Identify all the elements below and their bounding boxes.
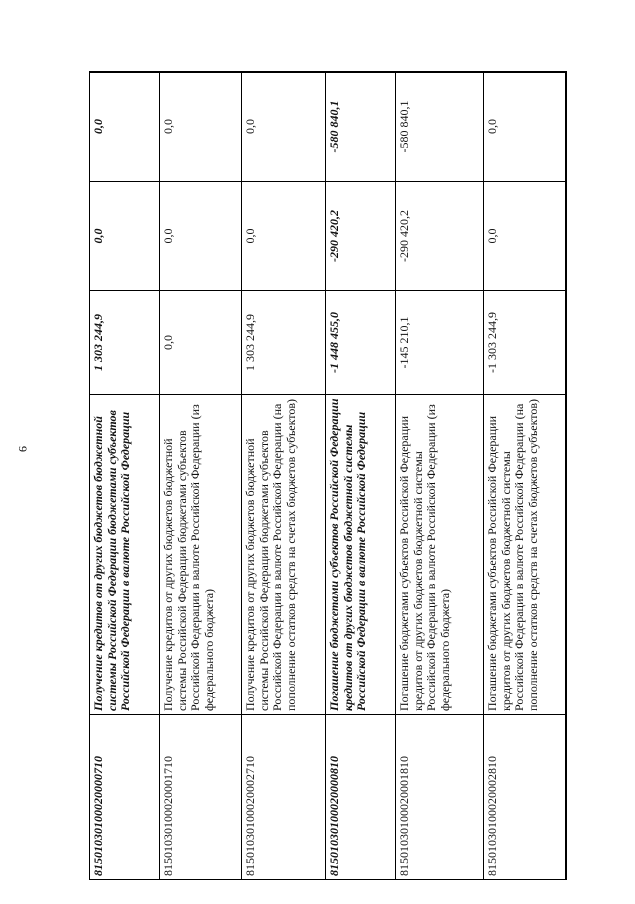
table-row [90, 72, 160, 880]
row-value-1: -1 303 244,9 [484, 291, 567, 395]
row-code: 81501030100020000810 [326, 715, 396, 880]
row-value-1: -145 210,1 [396, 291, 484, 395]
row-code: 81501030100020001810 [396, 715, 484, 880]
row-name: Погашение бюджетами субъектов Российской Федерации кредитов от других бюджетов бюджетной системы Российской Федерации в валюте Российской Федерации (из федерального бюджета) [396, 395, 484, 715]
table-row [242, 72, 326, 880]
row-code: 81501030100020001710 [160, 715, 242, 880]
row-value-3: 0,0 [90, 72, 160, 182]
table-row [326, 72, 396, 880]
table-row [396, 72, 484, 880]
row-name: Получение кредитов от других бюджетов бюджетной системы Российской Федерации бюджетами субъектов Российской Федерации в валюте Российской Федерации [90, 395, 160, 715]
row-value-1: 1 303 244,9 [242, 291, 326, 395]
row-value-3: 0,0 [160, 72, 242, 182]
row-value-2: 0,0 [90, 182, 160, 291]
table-row [160, 72, 242, 880]
row-value-2: -290 420,2 [326, 182, 396, 291]
row-name: Получение кредитов от других бюджетов бюджетной системы Российской Федерации бюджетами субъектов Российской Федерации в валюте Российской Федерации (из федерального бюджета) [160, 395, 242, 715]
row-value-1: -1 448 455,0 [326, 291, 396, 395]
page-number: 9 [16, 446, 30, 452]
row-value-3: 0,0 [484, 72, 567, 182]
row-name: Погашение бюджетами субъектов Российской Федерации кредитов от других бюджетов бюджетной системы Российской Федерации в валюте Российской Федерации [326, 395, 396, 715]
row-name: Получение кредитов от других бюджетов бюджетной системы Российской Федерации бюджетами субъектов Российской Федерации в валюте Российской Федерации (на пополнение остатков средств на счетах бюджетов субъектов) [242, 395, 326, 715]
row-value-2: 0,0 [242, 182, 326, 291]
row-code: 81501030100020002710 [242, 715, 326, 880]
row-value-3: -580 840,1 [326, 72, 396, 182]
row-value-2: 0,0 [484, 182, 567, 291]
row-code: 81501030100020000710 [90, 715, 160, 880]
budget-table [89, 71, 567, 880]
row-value-3: -580 840,1 [396, 72, 484, 182]
rotated-table-frame [89, 72, 566, 880]
row-code: 81501030100020002810 [484, 715, 567, 880]
row-value-3: 0,0 [242, 72, 326, 182]
row-value-1: 1 303 244,9 [90, 291, 160, 395]
row-value-2: 0,0 [160, 182, 242, 291]
budget-table-container [89, 72, 566, 880]
row-value-2: -290 420,2 [396, 182, 484, 291]
row-name: Погашение бюджетами субъектов Российской Федерации кредитов от других бюджетов бюджетной системы Российской Федерации в валюте Российской Федерации (на пополнение остатков средств на счетах бюджетов субъектов) [484, 395, 567, 715]
row-value-1: 0,0 [160, 291, 242, 395]
table-row [484, 72, 567, 880]
budget-table-body [90, 72, 567, 880]
